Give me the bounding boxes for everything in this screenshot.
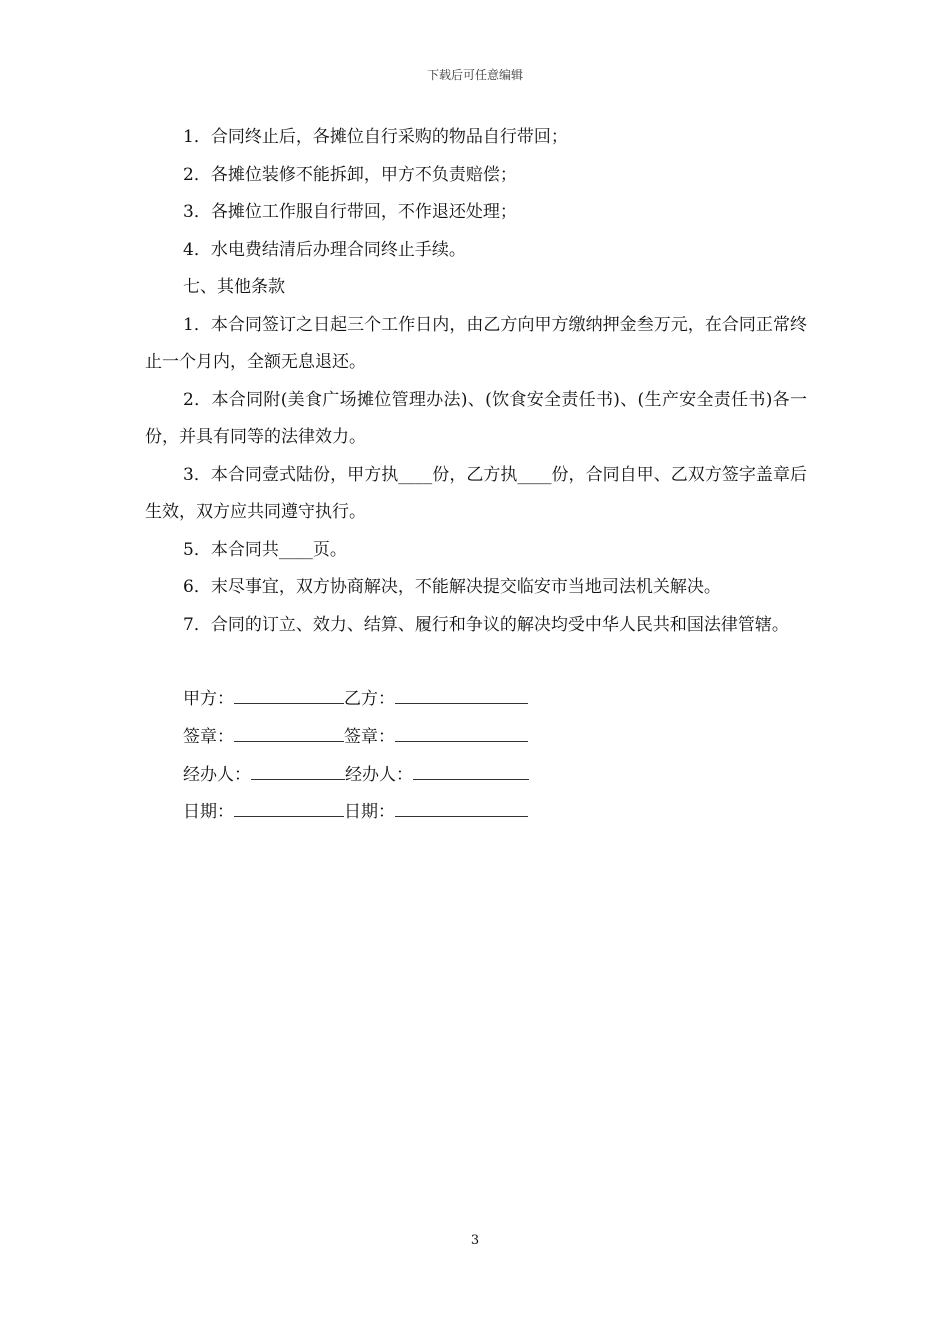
party-b-label: 乙方： xyxy=(344,689,395,709)
clause-other-6: 6．末尽事宜，双方协商解决，不能解决提交临安市当地司法机关解决。 xyxy=(183,577,721,597)
page-number: 3 xyxy=(470,1233,480,1248)
clause-other-1: 1．本合同签订之日起三个工作日内，由乙方向甲方缴纳押金叁万元，在合同正常终止一个月内，全额无息退还。 xyxy=(145,314,807,372)
agent-b-label: 经办人： xyxy=(345,765,413,785)
clause-termination-4: 4．水电费结清后办理合同终止手续。 xyxy=(183,239,466,260)
clause-other-3: 3．本合同壹式陆份，甲方执____份，乙方执____份，合同自甲、乙双方签字盖章后生效，双方应共同遵守执行。 xyxy=(145,464,807,522)
clause-termination-3: 3．各摊位工作服自行带回，不作退还处理； xyxy=(183,202,517,222)
clause-other-5: 5．本合同共____页。 xyxy=(183,539,347,560)
agent-b-blank xyxy=(413,763,529,780)
date-b-blank xyxy=(395,800,528,817)
seal-a-label: 签章： xyxy=(183,727,234,747)
signature-row-party xyxy=(183,687,528,710)
party-a-blank xyxy=(234,687,344,704)
agent-a-label: 经办人： xyxy=(183,765,251,785)
clause-termination-2: 2．各摊位装修不能拆卸，甲方不负责赔偿； xyxy=(183,164,517,185)
header-note: 下载后可任意编辑 xyxy=(426,68,523,82)
signature-row-date xyxy=(183,800,528,823)
clause-other-2: 2．本合同附(美食广场摊位管理办法)、(饮食安全责任书)、(生产安全责任书)各一份，并具有同等的法律效力。 xyxy=(145,389,807,447)
party-b-blank xyxy=(395,687,528,704)
seal-a-blank xyxy=(234,725,344,742)
date-a-blank xyxy=(234,800,344,817)
seal-b-blank xyxy=(395,725,528,742)
contract-body xyxy=(145,119,807,644)
signature-row-agent xyxy=(183,763,529,786)
party-a-label: 甲方： xyxy=(183,689,234,709)
agent-a-blank xyxy=(251,763,345,780)
clause-other-7: 7．合同的订立、效力、结算、履行和争议的解决均受中华人民共和国法律管辖。 xyxy=(183,614,789,635)
date-a-label: 日期： xyxy=(183,802,234,822)
signature-row-seal xyxy=(183,725,528,748)
clause-termination-1: 1．合同终止后，各摊位自行采购的物品自行带回； xyxy=(183,127,568,147)
section-heading-other-terms: 七、其他条款 xyxy=(183,277,285,297)
seal-b-label: 签章： xyxy=(344,727,395,747)
date-b-label: 日期： xyxy=(344,802,395,822)
